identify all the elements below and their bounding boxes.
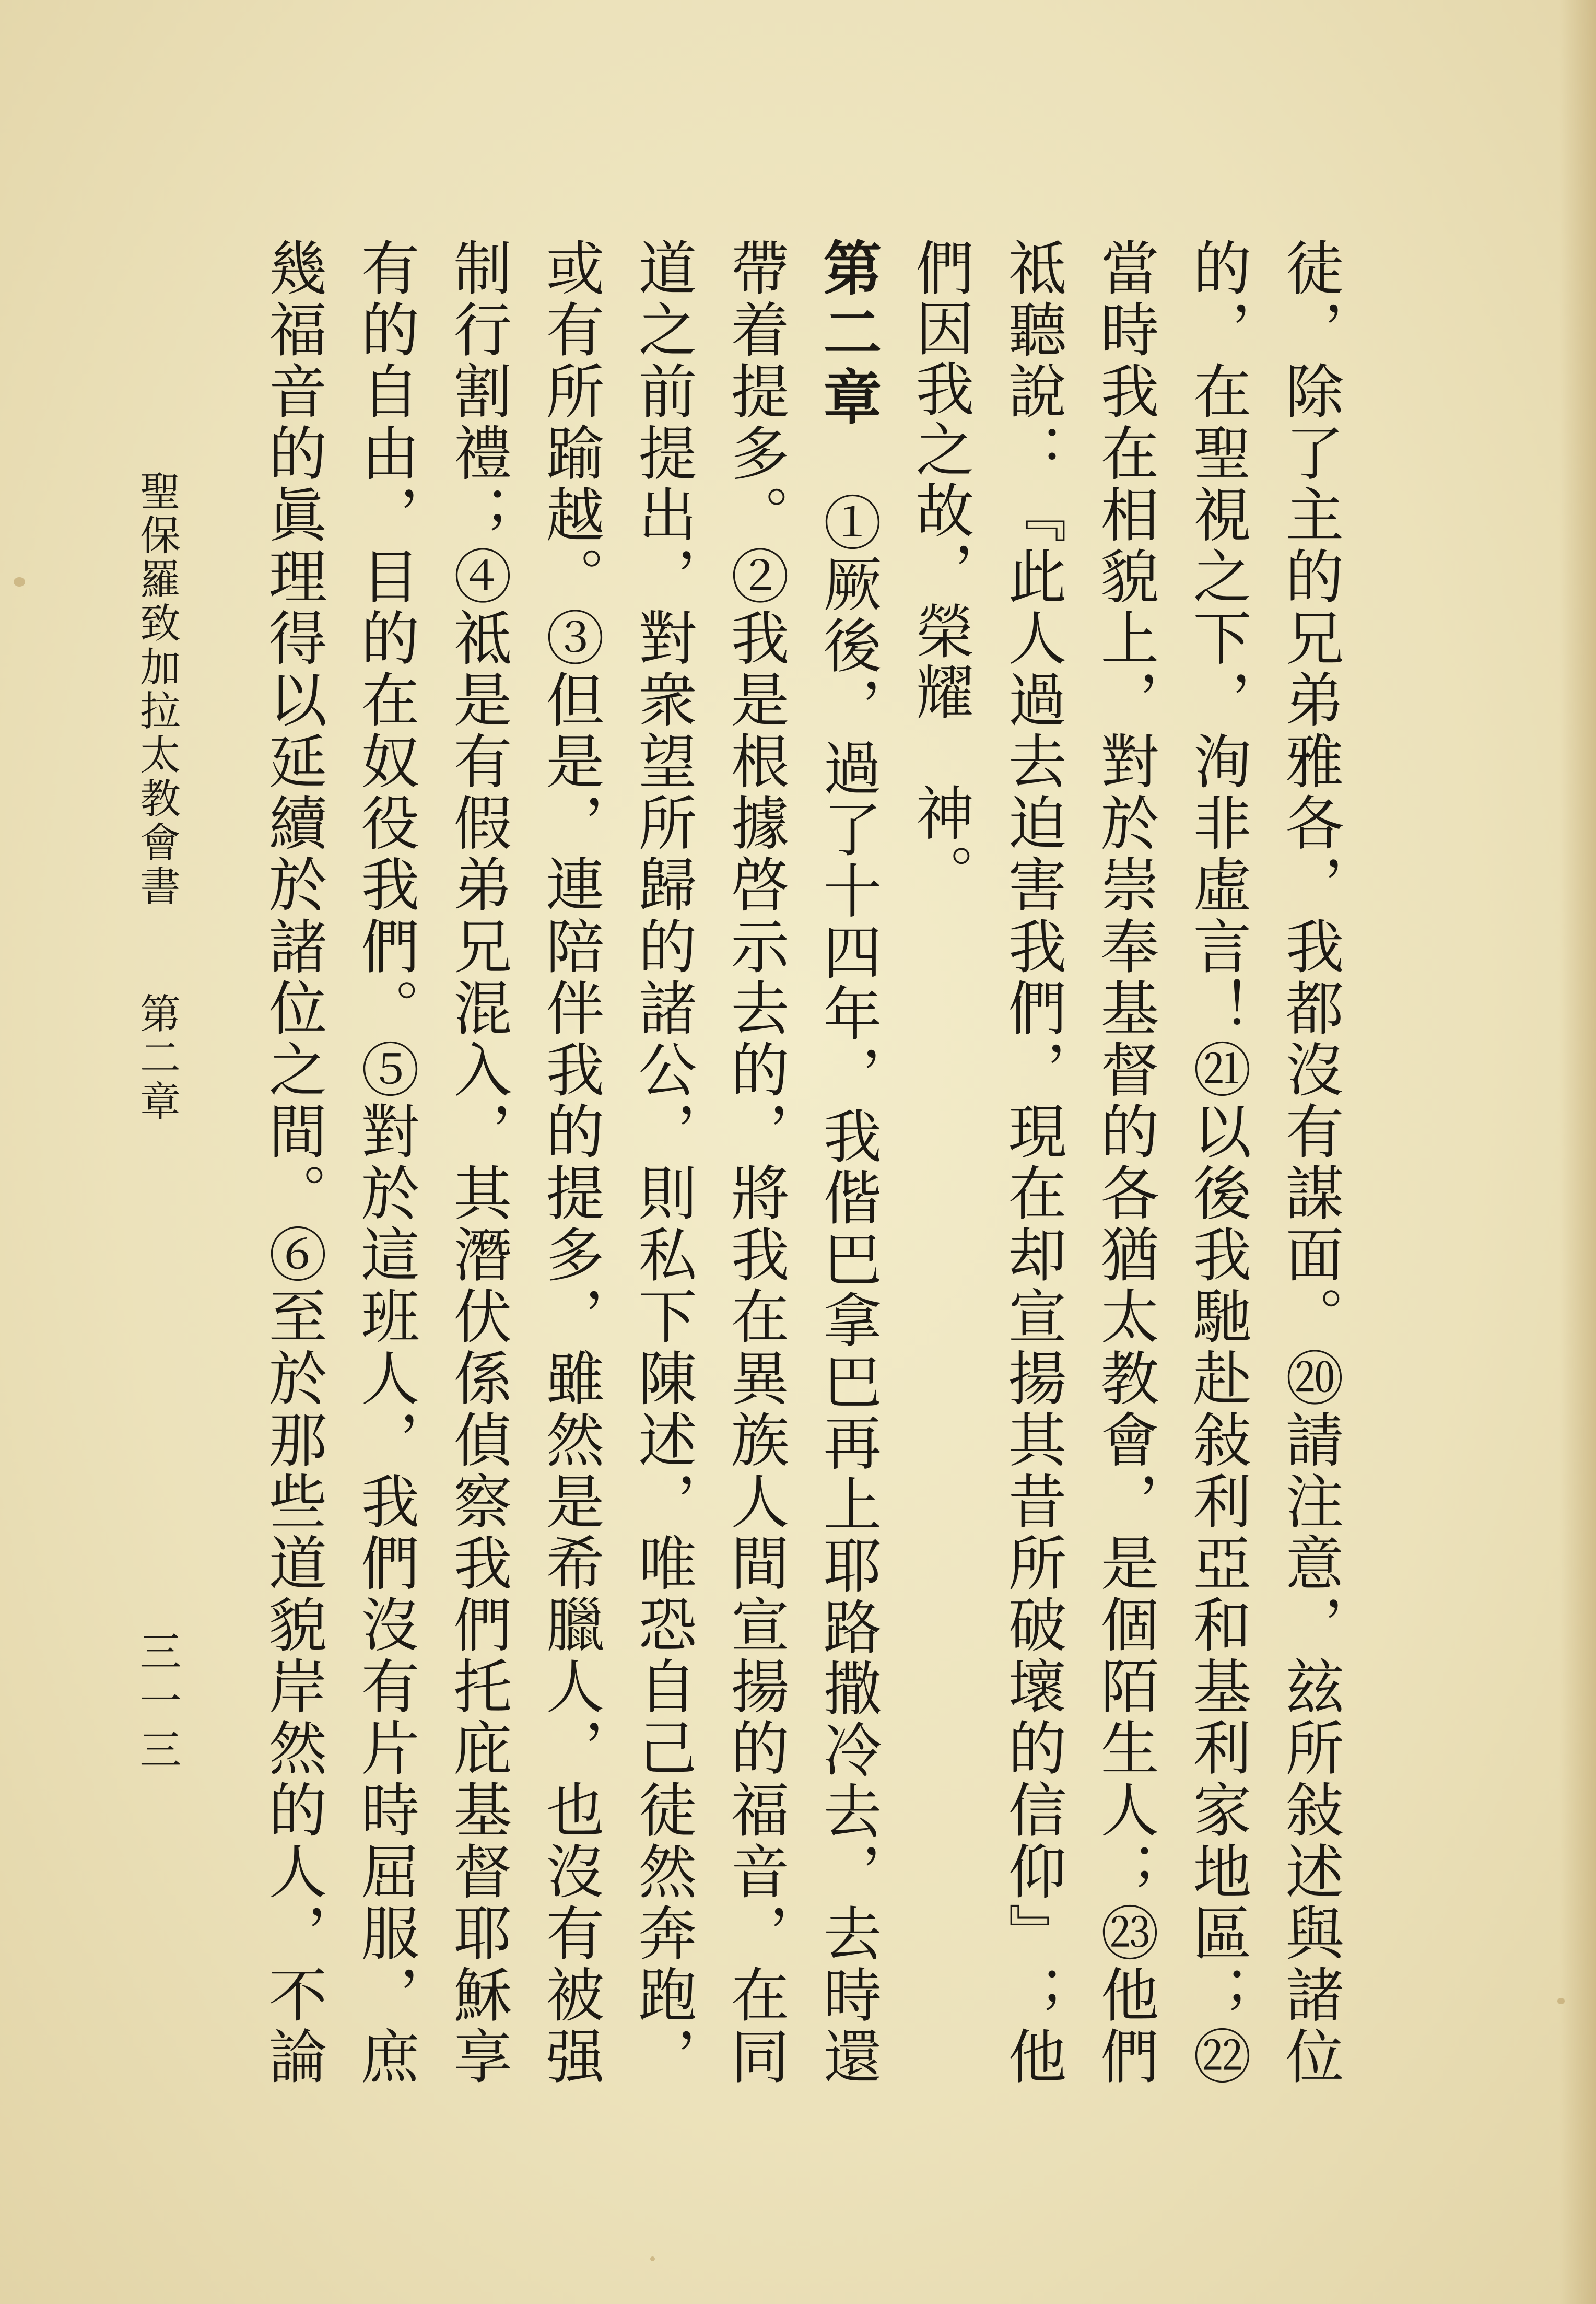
- paper-speck: [650, 2256, 655, 2261]
- book-title: 聖保羅致加拉太教會書: [133, 470, 180, 909]
- body-text: [243, 238, 1356, 2087]
- paper-speck: [14, 577, 25, 587]
- page-number: 三一三: [133, 1630, 181, 1777]
- chapter-paragraph: [243, 238, 894, 2087]
- footer-chapter: 第二章: [133, 992, 180, 1124]
- chapter-verses: ①厥後，過了十四年，我偕巴拿巴再上耶路撒冷去，去時還帶着提多。②我是根據啓示去的，將我在異族人間宣揚的福音，在同道之前提出，對衆望所歸的諸公，則私下陳述，唯恐自己徒然奔跑，或有所踰越。③但是，連陪伴我的提多，雖然是希臘人，也沒有被强制行割禮；④祗是有假弟兄混入，其潛伏係偵察我們托庇基督耶穌享有的自由，目的在奴役我們。⑤對於這班人，我們沒有片時屈服，庶幾福音的眞理得以延續於諸位之間。⑥至於那些道貌岸然的人，不論: [259, 238, 882, 2087]
- paper-speck: [1557, 1998, 1565, 2004]
- chapter-heading: 第二章: [814, 238, 882, 431]
- paragraph-continuation: 徒，除了主的兄弟雅各，我都沒有謀面。⑳請注意，玆所敍述與諸位的，在聖視之下，洵非虛言！㉑以後我馳赴敍利亞和基利家地區；㉒當時我在相貌上，對於崇奉基督的各猶太教會，是個陌生人；㉓他們祗聽說：『此人過去迫害我們，現在却宣揚其昔所破壞的信仰』；他們因我之故，榮耀 神。: [906, 238, 1344, 2087]
- running-footer: [133, 470, 180, 1567]
- page-edge-shadow: [1559, 0, 1596, 2304]
